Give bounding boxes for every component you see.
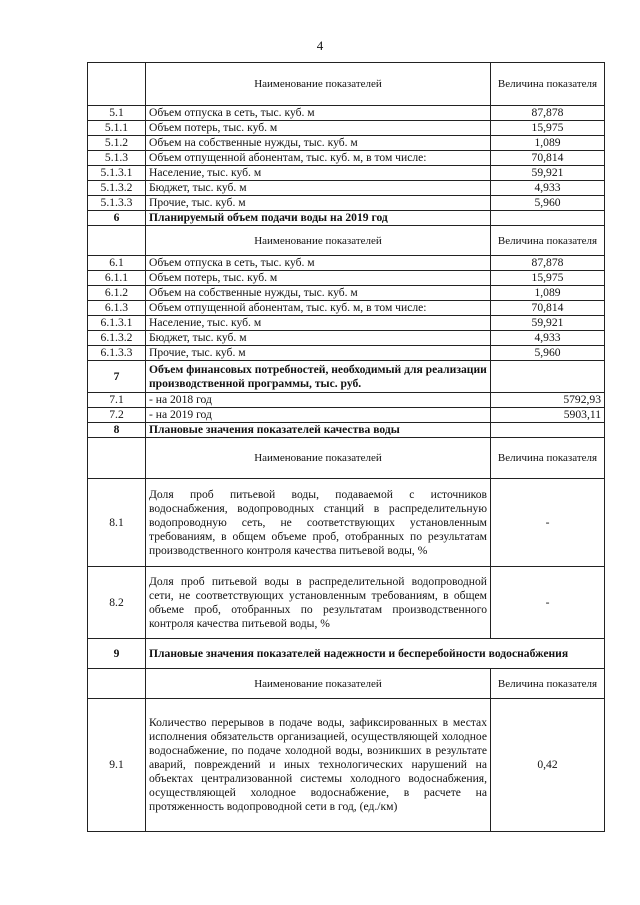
header-number-cell [88,438,146,479]
table-row [88,286,605,301]
table-header-row [88,669,605,699]
header-name-cell: Наименование показателей [146,63,491,106]
table-row [88,271,605,286]
table-row [88,408,605,423]
section-row [88,639,605,669]
row-name: Прочие, тыс. куб. м [146,196,491,211]
row-name: Бюджет, тыс. куб. м [146,331,491,346]
row-value: 59,921 [491,316,605,331]
row-value: 5903,11 [491,408,605,423]
row-value: 70,814 [491,301,605,316]
table-row [88,479,605,567]
row-number: 5.1.3.3 [88,196,146,211]
row-number: 5.1.3.2 [88,181,146,196]
header-value-cell: Величина показателя [491,669,605,699]
table-header-row [88,63,605,106]
indicators-table [87,62,605,832]
row-value: 1,089 [491,136,605,151]
row-value: 70,814 [491,151,605,166]
row-number: 5.1.1 [88,121,146,136]
row-number: 6.1.2 [88,286,146,301]
row-name: Объем потерь, тыс. куб. м [146,121,491,136]
row-value: 15,975 [491,121,605,136]
row-number: 6.1.3 [88,301,146,316]
section-title: Плановые значения показателей надежности и бесперебойности водоснабжения [146,639,605,669]
row-name: Количество перерывов в подаче воды, зафиксированных в местах исполнения обязательств организацией, осуществляющей холодное водоснабжение, по подаче холодной воды, возникших в результате аварий, повреждений и иных технологических нарушений на объектах централизованной системы холодного водоснабжения, осуществляющей холодное водоснабжение, в расчете на протяженность водопроводной сети в год, (ед./км) [146,699,491,832]
row-number: 9.1 [88,699,146,832]
row-name: - на 2019 год [146,408,491,423]
row-name: Объем отпуска в сеть, тыс. куб. м [146,106,491,121]
row-number: 7.1 [88,393,146,408]
row-name: Объем на собственные нужды, тыс. куб. м [146,136,491,151]
section-number: 8 [88,423,146,438]
row-number: 5.1.2 [88,136,146,151]
section-number: 9 [88,639,146,669]
row-name: - на 2018 год [146,393,491,408]
section-number: 7 [88,361,146,393]
row-number: 8.1 [88,479,146,567]
table-header-row [88,438,605,479]
table-header-row [88,226,605,256]
table-row [88,166,605,181]
header-number-cell [88,63,146,106]
row-name: Объем на собственные нужды, тыс. куб. м [146,286,491,301]
page-number: 4 [316,38,324,53]
row-number: 6.1 [88,256,146,271]
row-number: 7.2 [88,408,146,423]
table-row [88,316,605,331]
section-value-cell [491,423,605,438]
row-number: 5.1.3.1 [88,166,146,181]
header-number-cell [88,669,146,699]
header-value-cell: Величина показателя [491,226,605,256]
header-value-cell: Величина показателя [491,438,605,479]
header-number-cell [88,226,146,256]
table-row [88,301,605,316]
row-name: Бюджет, тыс. куб. м [146,181,491,196]
row-value: 0,42 [491,699,605,832]
section-title: Планируемый объем подачи воды на 2019 год [146,211,491,226]
table-row [88,346,605,361]
table-row [88,181,605,196]
row-value: 4,933 [491,331,605,346]
row-value: 15,975 [491,271,605,286]
row-number: 6.1.3.1 [88,316,146,331]
row-value: 5,960 [491,196,605,211]
row-number: 8.2 [88,567,146,639]
table-row [88,256,605,271]
header-name-cell: Наименование показателей [146,669,491,699]
row-value: 59,921 [491,166,605,181]
section-row [88,361,605,393]
table-row [88,699,605,832]
table-row [88,567,605,639]
row-name: Доля проб питьевой воды в распределительной водопроводной сети, не соответствующих установленным требованиям, в общем объеме проб, отобранных по результатам производственного контроля качества питьевой воды, % [146,567,491,639]
row-value: 87,878 [491,256,605,271]
row-name: Доля проб питьевой воды, подаваемой с источников водоснабжения, водопроводных станций в распределительную водопроводную сеть, не соответствующих установленным требованиям, в общем объеме проб, отобранных по результатам производственного контроля качества питьевой воды, % [146,479,491,567]
row-name: Объем потерь, тыс. куб. м [146,271,491,286]
row-name: Прочие, тыс. куб. м [146,346,491,361]
table-row [88,106,605,121]
section-value-cell [491,211,605,226]
table-row [88,121,605,136]
row-name: Объем отпущенной абонентам, тыс. куб. м, в том числе: [146,301,491,316]
row-value: - [491,479,605,567]
row-number: 5.1 [88,106,146,121]
row-name: Население, тыс. куб. м [146,166,491,181]
row-number: 5.1.3 [88,151,146,166]
table-row [88,393,605,408]
row-value: - [491,567,605,639]
row-value: 5792,93 [491,393,605,408]
section-title: Плановые значения показателей качества воды [146,423,491,438]
section-title: Объем финансовых потребностей, необходимый для реализации производственной программы, тыс. руб. [146,361,491,393]
section-number: 6 [88,211,146,226]
row-number: 6.1.1 [88,271,146,286]
table-row [88,196,605,211]
row-value: 5,960 [491,346,605,361]
row-name: Объем отпуска в сеть, тыс. куб. м [146,256,491,271]
row-value: 4,933 [491,181,605,196]
row-value: 1,089 [491,286,605,301]
table-row [88,136,605,151]
section-value-cell [491,361,605,393]
row-number: 6.1.3.3 [88,346,146,361]
row-name: Население, тыс. куб. м [146,316,491,331]
header-name-cell: Наименование показателей [146,438,491,479]
table-row [88,151,605,166]
section-row [88,211,605,226]
row-value: 87,878 [491,106,605,121]
row-number: 6.1.3.2 [88,331,146,346]
header-name-cell: Наименование показателей [146,226,491,256]
header-value-cell: Величина показателя [491,63,605,106]
section-row [88,423,605,438]
row-name: Объем отпущенной абонентам, тыс. куб. м, в том числе: [146,151,491,166]
table-row [88,331,605,346]
